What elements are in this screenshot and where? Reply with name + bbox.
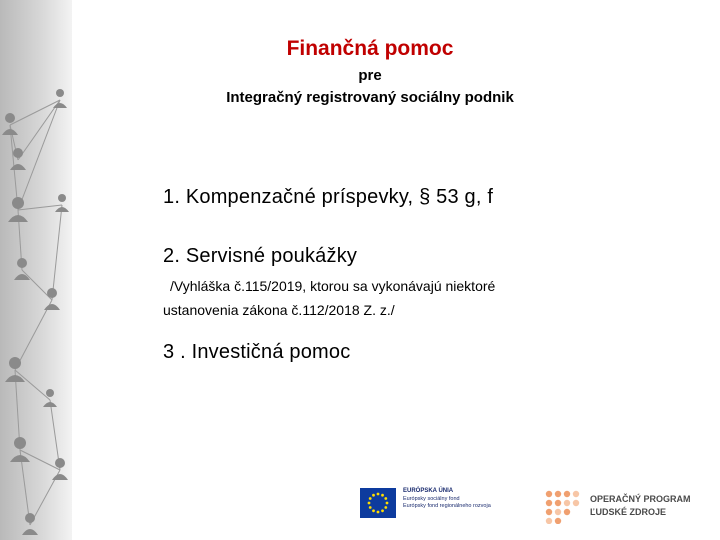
list-item: 2. Servisné poukážky	[163, 245, 358, 267]
list-item: 1. Kompenzačné príspevky, § 53 g, f	[163, 186, 494, 208]
slide-subtitle-line1: pre	[358, 67, 382, 84]
eu-logo-title: EURÓPSKA ÚNIA	[403, 488, 454, 494]
eu-logo-line1: Európsky sociálny fond	[403, 495, 460, 502]
dot-grid-logo-icon	[545, 490, 581, 529]
op-logo-text	[590, 493, 691, 519]
slide-title: Finančná pomoc	[286, 37, 454, 60]
list-item: 3 . Investičná pomoc	[163, 341, 351, 363]
eu-logo-text	[403, 488, 491, 511]
eu-flag-icon	[360, 488, 396, 518]
op-logo-line1: OPERAČNÝ PROGRAM	[590, 494, 691, 504]
eu-logo-line2: Európsky fond regionálneho rozvoja	[403, 503, 491, 509]
regulation-note-line2: ustanovenia zákona č.112/2018 Z. z./	[163, 302, 395, 318]
op-logo-line2: ĽUDSKÉ ZDROJE	[590, 507, 667, 517]
slide-subtitle-line2: Integračný registrovaný sociálny podnik	[226, 89, 514, 106]
regulation-note-line1: /Vyhláška č.115/2019, ktorou sa vykonávajú niektoré	[170, 278, 496, 294]
